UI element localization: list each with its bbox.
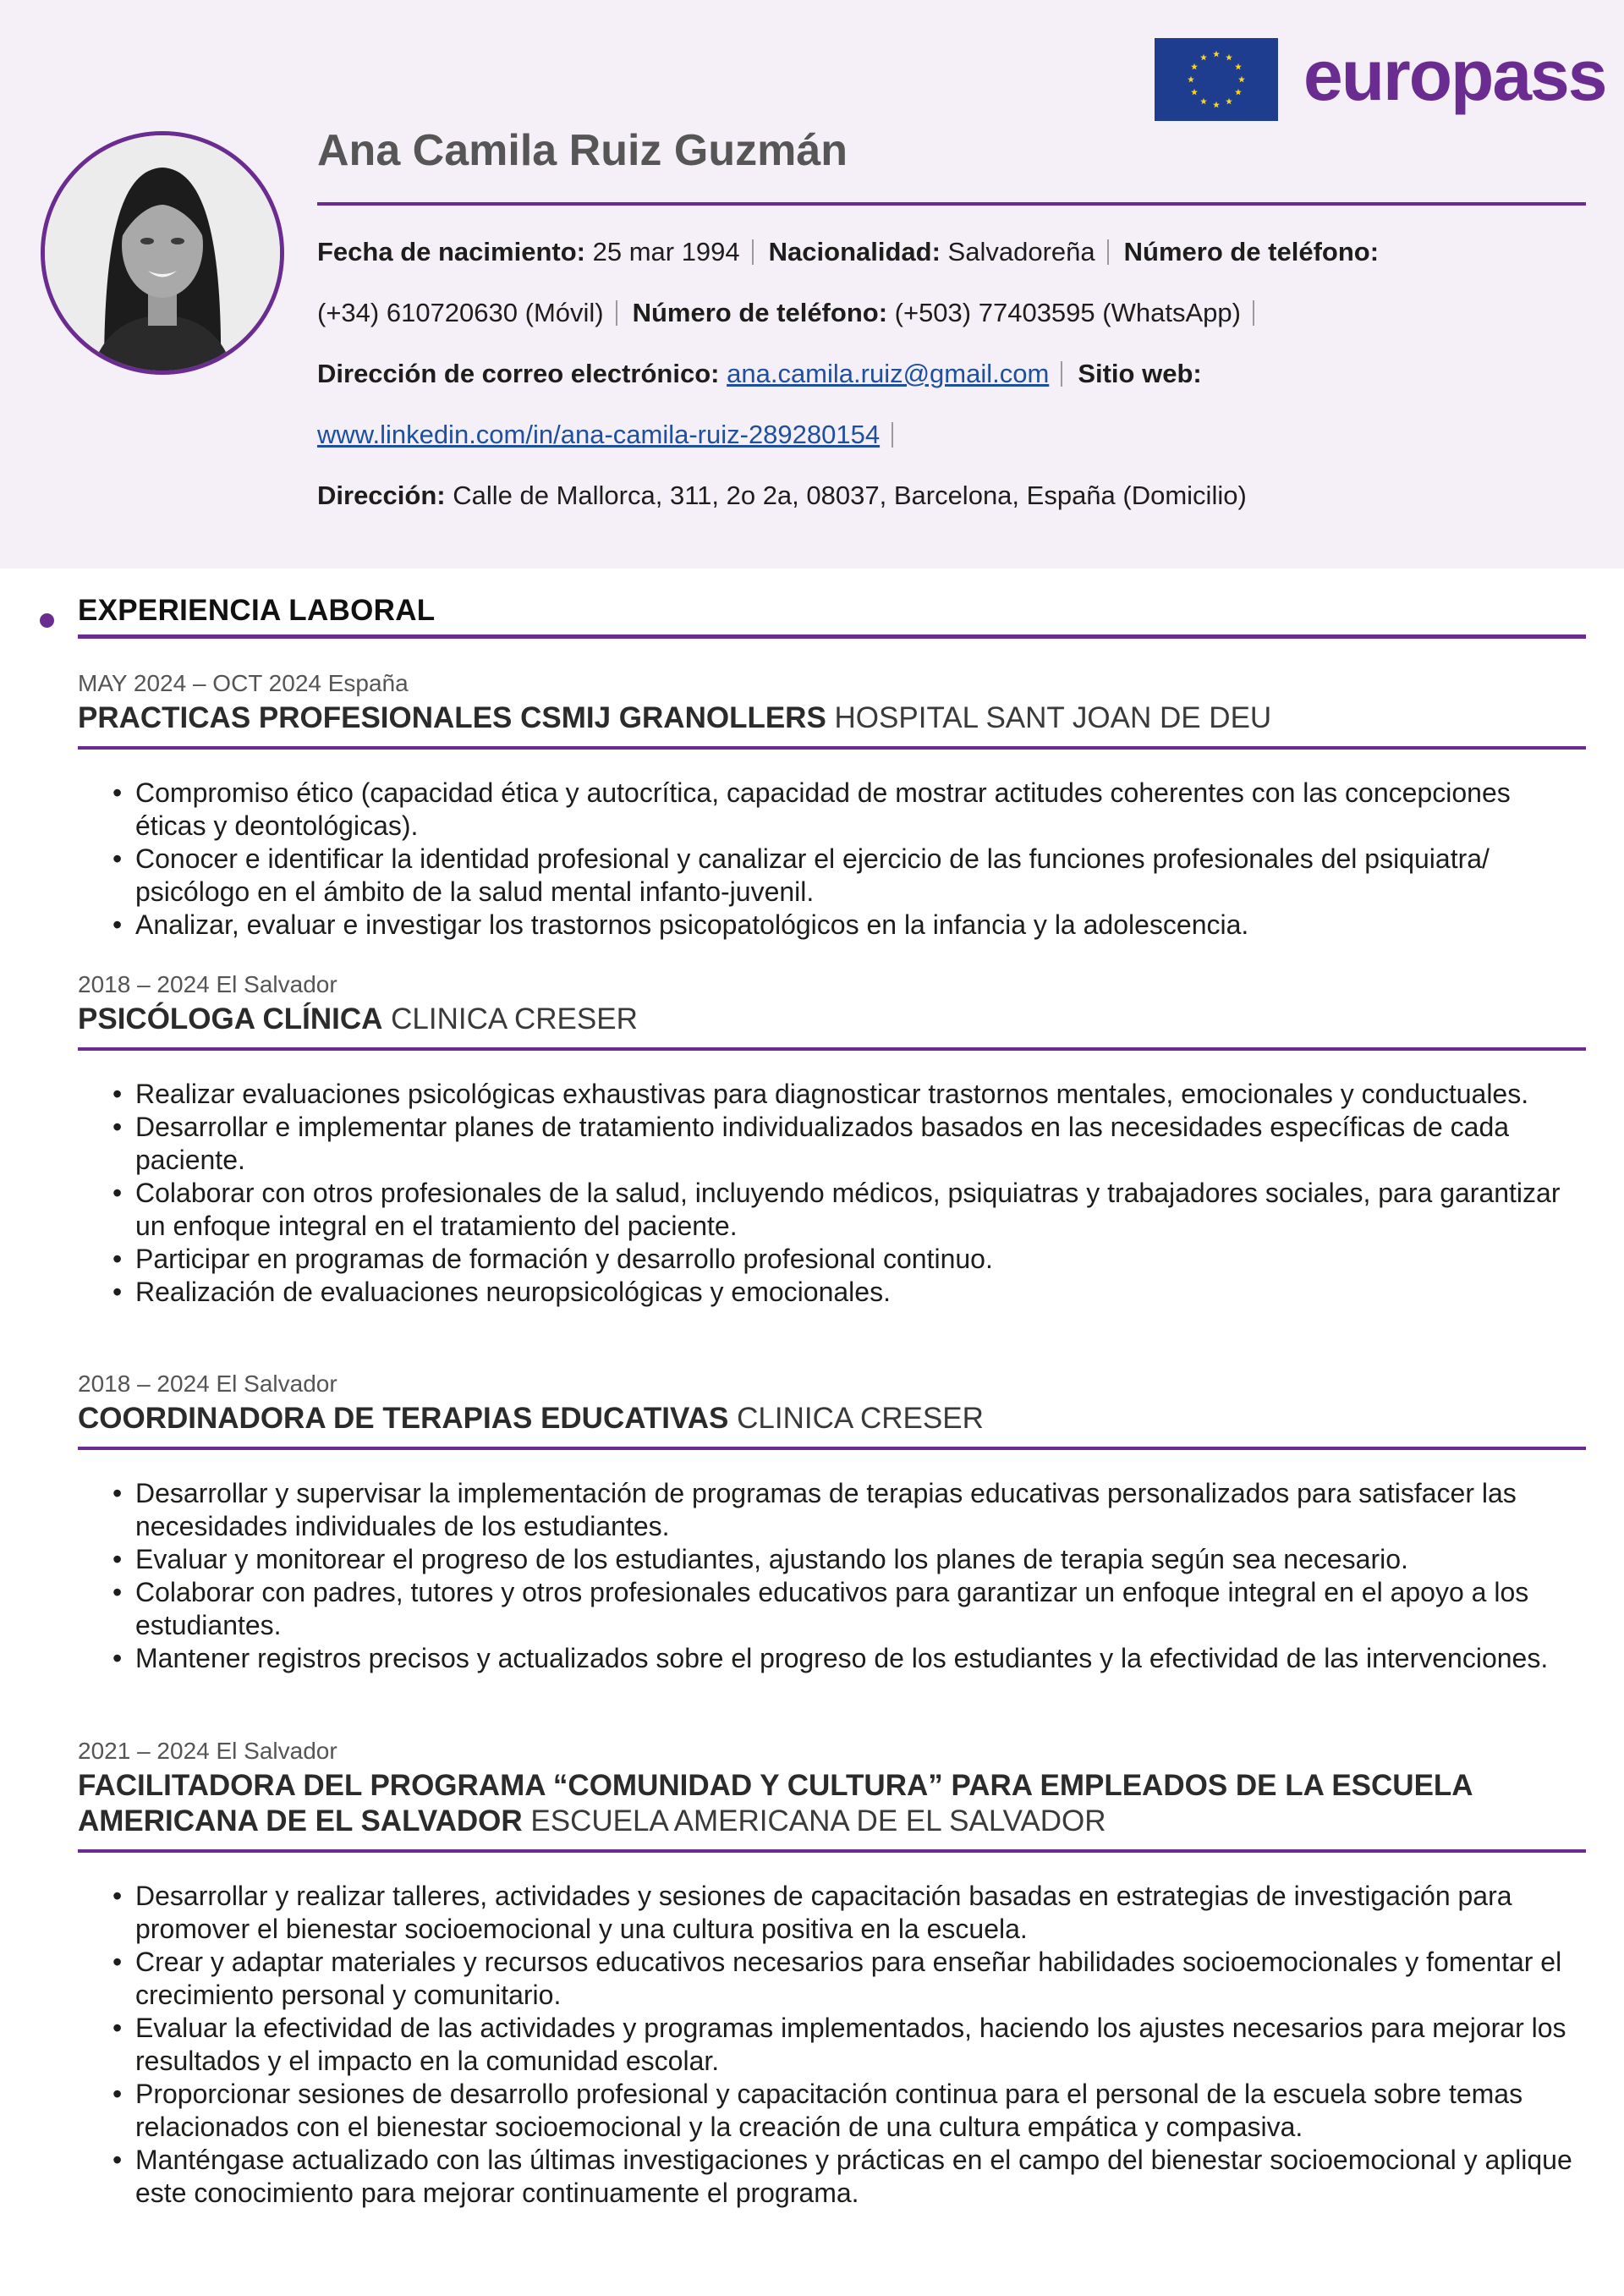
job-entry [78,969,1586,1309]
duty-item: • Desarrollar e implementar planes de tratamiento individualizados basados en las necesidades específicas de cada paciente. [78,1111,1586,1177]
name-divider [317,202,1586,206]
separator [616,300,617,326]
person-name: Ana Camila Ruiz Guzmán [317,126,848,175]
job-duties [78,1477,1586,1675]
birth-value: 25 mar 1994 [592,237,740,266]
duty-item: • Proporcionar sesiones de desarrollo profesional y capacitación continua para el personal de la escuela sobre temas relacionados con el bienestar socioemocional y la creación de una cultura empática y compasiva. [78,2078,1586,2144]
duty-item: • Evaluar y monitorear el progreso de los estudiantes, ajustando los planes de terapia según sea necesario. [78,1543,1586,1576]
separator [1107,239,1109,265]
phone2-value: (+503) 77403595 (WhatsApp) [894,298,1241,327]
duty-item: • Colaborar con otros profesionales de la salud, incluyendo médicos, psiquiatras y trabajadores sociales, para garantizar un enfoque integral en el tratamiento del paciente. [78,1177,1586,1243]
separator [892,422,893,448]
job-title [78,700,1586,736]
job-dates-location: 2018 – 2024 El Salvador [78,971,337,997]
job-organization: ESCUELA AMERICANA DE EL SALVADOR [530,1804,1106,1837]
website-link[interactable]: www.linkedin.com/in/ana-camila-ruiz-289280154 [317,420,881,449]
separator [1253,300,1254,326]
job-role: PSICÓLOGA CLÍNICA [78,1002,383,1035]
job-role: PRACTICAS PROFESIONALES CSMIJ GRANOLLERS [78,701,826,734]
job-divider [78,746,1586,750]
address-value: Calle de Mallorca, 311, 2o 2a, 08037, Barcelona, España (Domicilio) [453,481,1247,510]
separator [1061,361,1062,387]
job-divider [78,1447,1586,1450]
duty-item: • Desarrollar y supervisar la implementación de programas de terapias educativas personalizados para satisfacer las necesidades individuales de los estudiantes. [78,1477,1586,1543]
phone2-label: Número de teléfono: [632,298,888,327]
duty-item: • Desarrollar y realizar talleres, actividades y sesiones de capacitación basadas en estrategias de investigación para promover el bienestar socioemocional y una cultura positiva en la escuela. [78,1880,1586,1946]
section-bullet-icon [40,613,54,628]
info-line-5 [317,465,1586,526]
info-line-4 [317,404,1586,465]
section-divider [78,634,1586,639]
nationality-label: Nacionalidad: [768,237,941,266]
job-organization: CLINICA CRESER [391,1002,638,1035]
europass-wordmark: europass [1303,36,1606,115]
email-link[interactable]: ana.camila.ruiz@gmail.com [727,359,1050,388]
profile-photo [45,135,280,371]
job-organization: HOSPITAL SANT JOAN DE DEU [834,701,1272,734]
phone1-label: Número de teléfono: [1123,237,1380,266]
birth-label: Fecha de nacimiento: [317,237,585,266]
duty-item: • Mantener registros precisos y actualizados sobre el progreso de los estudiantes y la efectividad de las intervenciones. [78,1642,1586,1675]
job-role: COORDINADORA DE TERAPIAS EDUCATIVAS [78,1402,729,1435]
job-duties [78,1880,1586,2210]
europass-logo [1155,37,1606,122]
duty-item: • Conocer e identificar la identidad profesional y canalizar el ejercicio de las funciones profesionales del psiquiatra/ psicólogo en el ámbito de la salud mental infanto-juvenil. [78,843,1586,909]
personal-info [317,222,1586,526]
address-label: Dirección: [317,481,446,510]
info-line-2 [317,283,1586,343]
email-label: Dirección de correo electrónico: [317,359,720,388]
job-divider [78,1047,1586,1051]
duty-item: • Realización de evaluaciones neuropsicológicas y emocionales. [78,1276,1586,1309]
duty-item: • Participar en programas de formación y desarrollo profesional continuo. [78,1243,1586,1276]
job-entry [78,1369,1586,1675]
job-dates-location: 2021 – 2024 El Salvador [78,1738,337,1764]
avatar [41,131,284,375]
job-duties [78,777,1586,942]
duty-item: • Realizar evaluaciones psicológicas exhaustivas para diagnosticar trastornos mentales, emocionales y conductuales. [78,1078,1586,1111]
duty-item: • Colaborar con padres, tutores y otros profesionales educativos para garantizar un enfoque integral en el apoyo a los estudiantes. [78,1576,1586,1642]
job-title [78,1768,1586,1839]
job-entry [78,1736,1586,2210]
job-title [78,1002,1586,1037]
eu-flag-icon [1155,38,1278,121]
job-organization: CLINICA CRESER [737,1402,984,1435]
phone1-value: (+34) 610720630 (Móvil) [317,298,604,327]
duty-item: • Crear y adaptar materiales y recursos educativos necesarios para enseñar habilidades socioemocionales y fomentar el crecimiento personal y comunitario. [78,1946,1586,2012]
duty-item: • Analizar, evaluar e investigar los trastornos psicopatológicos en la infancia y la adolescencia. [78,909,1586,942]
job-divider [78,1849,1586,1853]
job-role: FACILITADORA DEL PROGRAMA “COMUNIDAD Y CULTURA” PARA EMPLEADOS DE LA ESCUELA AMERICANA DE EL SALVADOR [78,1769,1473,1837]
info-line-3 [317,343,1586,404]
job-entry [78,668,1586,942]
job-title [78,1401,1586,1436]
nationality-value: Salvadoreña [947,237,1095,266]
job-dates-location: 2018 – 2024 El Salvador [78,1370,337,1397]
section-title: EXPERIENCIA LABORAL [78,594,436,627]
duty-item: • Manténgase actualizado con las últimas investigaciones y prácticas en el campo del bienestar socioemocional y aplique este conocimiento para mejorar continuamente el programa. [78,2144,1586,2210]
duty-item: • Evaluar la efectividad de las actividades y programas implementados, haciendo los ajustes necesarios para mejorar los resultados y el impacto en la comunidad escolar. [78,2012,1586,2078]
separator [752,239,754,265]
job-duties [78,1078,1586,1309]
website-label: Sitio web: [1078,359,1202,388]
job-dates-location: MAY 2024 – OCT 2024 España [78,670,409,696]
info-line-1 [317,222,1586,283]
duty-item: • Compromiso ético (capacidad ética y autocrítica, capacidad de mostrar actitudes coherentes con las concepciones éticas y deontológicas). [78,777,1586,843]
